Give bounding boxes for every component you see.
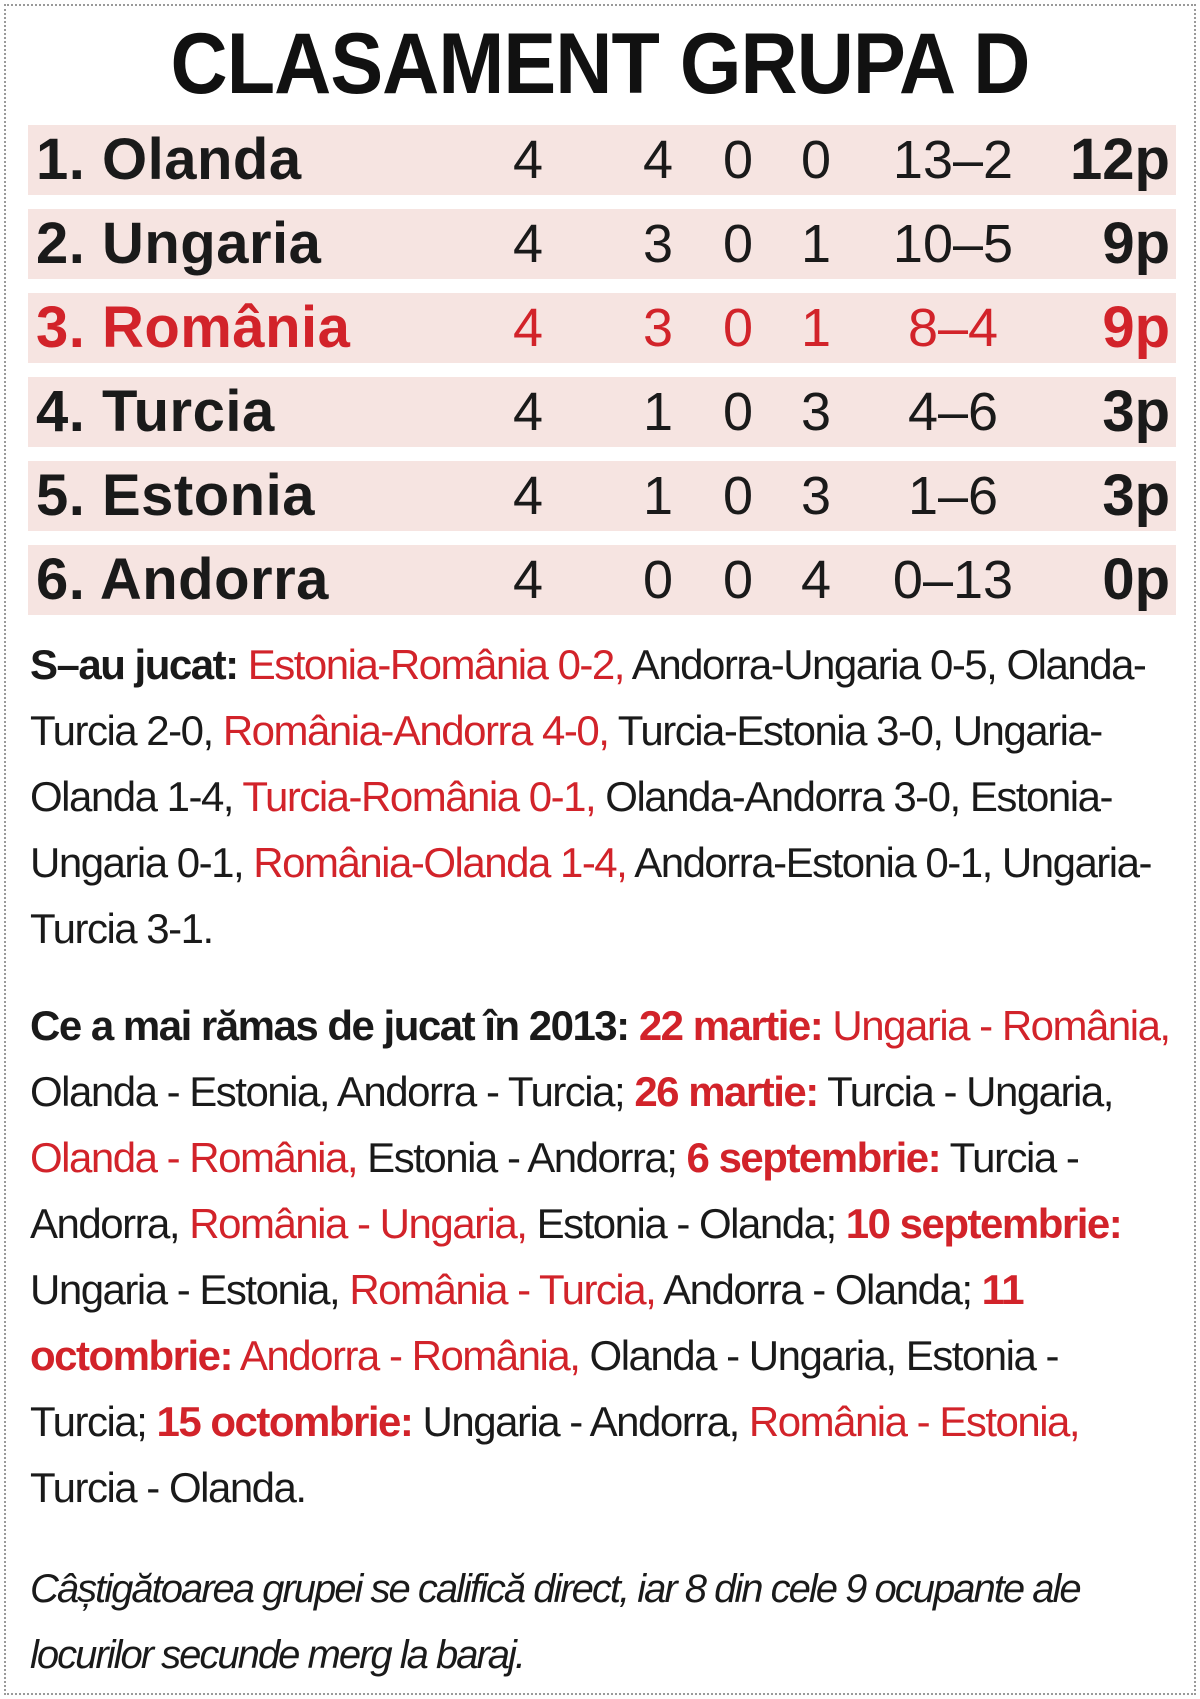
- remaining-segment: România - Estonia,: [738, 1398, 1080, 1445]
- team-name: 4. Turcia: [36, 379, 275, 444]
- points: 9p: [1102, 295, 1170, 360]
- remaining-segment: Andorra - România,: [232, 1332, 580, 1379]
- matches-played: 4: [512, 214, 544, 274]
- matches-played: 4: [512, 466, 544, 526]
- remaining-segment: 26 martie:: [624, 1068, 818, 1115]
- page-title: CLASAMENT GRUPA D: [170, 16, 1030, 112]
- played-segment: Andorra-Ungaria 0-5, Olanda-Turcia 2-0,: [30, 641, 1146, 754]
- played-segment: Estonia-România 0-2,: [237, 641, 624, 688]
- points: 12p: [1070, 127, 1170, 192]
- points: 3p: [1102, 379, 1170, 444]
- losses: 4: [800, 550, 832, 610]
- wins: 4: [642, 130, 674, 190]
- remaining-segment: Ungaria - Andorra,: [412, 1398, 739, 1445]
- draws: 0: [722, 298, 754, 358]
- losses: 3: [800, 382, 832, 442]
- remaining-fixtures-paragraph: [30, 993, 1175, 1521]
- played-segment: Turcia-România 0-1,: [232, 773, 596, 820]
- goal-difference: 8–4: [907, 298, 999, 358]
- remaining-segment: 6 septembrie:: [676, 1134, 941, 1181]
- remaining-segment: Estonia - Andorra;: [357, 1134, 677, 1181]
- team-name: 6. Andorra: [36, 547, 329, 612]
- remaining-segment: Andorra - Olanda;: [655, 1266, 972, 1313]
- matches-played: 4: [512, 550, 544, 610]
- losses: 3: [800, 466, 832, 526]
- remaining-segment: România - Turcia,: [339, 1266, 656, 1313]
- draws: 0: [722, 466, 754, 526]
- played-segment: Andorra-Estonia 0-1, Ungaria-Turcia 3-1.: [30, 839, 1151, 952]
- remaining-segment: Olanda - Ungaria, Estonia - Turcia;: [30, 1332, 1058, 1445]
- remaining-segment: Estonia - Olanda;: [526, 1200, 836, 1247]
- losses: 0: [800, 130, 832, 190]
- standings-row: [28, 125, 1176, 195]
- remaining-segment: 10 septembrie:: [835, 1200, 1122, 1247]
- team-name: 3. România: [36, 295, 351, 360]
- losses: 1: [800, 298, 832, 358]
- draws: 0: [722, 214, 754, 274]
- remaining-label: Ce a mai rămas de jucat în 2013:: [30, 1002, 629, 1049]
- matches-played: 4: [512, 130, 544, 190]
- points: 9p: [1102, 211, 1170, 276]
- remaining-segment: Ungaria - România,: [822, 1002, 1170, 1049]
- draws: 0: [722, 130, 754, 190]
- goal-difference: 4–6: [907, 382, 999, 442]
- draws: 0: [722, 550, 754, 610]
- played-label: S–au jucat:: [30, 641, 238, 688]
- remaining-segment: România - Ungaria,: [179, 1200, 527, 1247]
- remaining-segment: 11 octombrie:: [30, 1266, 1024, 1379]
- remaining-segment: Turcia - Olanda.: [30, 1464, 306, 1511]
- wins: 3: [642, 298, 674, 358]
- matches-played: 4: [512, 382, 544, 442]
- team-name: 5. Estonia: [36, 463, 315, 528]
- points: 0p: [1102, 547, 1170, 612]
- wins: 1: [642, 466, 674, 526]
- standings-row: [28, 461, 1176, 531]
- team-name: 1. Olanda: [36, 127, 302, 192]
- played-segment: România-Andorra 4-0,: [212, 707, 609, 754]
- goal-difference: 0–13: [892, 550, 1014, 610]
- played-segment: Turcia-Estonia 3-0, Ungaria-Olanda 1-4,: [30, 707, 1102, 820]
- remaining-segment: Turcia - Ungaria,: [817, 1068, 1113, 1115]
- wins: 3: [642, 214, 674, 274]
- goal-difference: 1–6: [907, 466, 999, 526]
- matches-played: 4: [512, 298, 544, 358]
- remaining-segment: 15 octombrie:: [146, 1398, 413, 1445]
- wins: 1: [642, 382, 674, 442]
- standings-row: [28, 209, 1176, 279]
- played-segment: România-Olanda 1-4,: [243, 839, 627, 886]
- played-segment: Olanda-Andorra 3-0, Estonia-Ungaria 0-1,: [30, 773, 1112, 886]
- losses: 1: [800, 214, 832, 274]
- remaining-segment: Olanda - Estonia, Andorra - Turcia;: [30, 1068, 625, 1115]
- wins: 0: [642, 550, 674, 610]
- goal-difference: 13–2: [892, 130, 1014, 190]
- remaining-segment: 22 martie:: [628, 1002, 823, 1049]
- standings-row: [28, 377, 1176, 447]
- standings-row: [28, 545, 1176, 615]
- points: 3p: [1102, 463, 1170, 528]
- remaining-segment: Turcia - Andorra,: [30, 1134, 1079, 1247]
- qualification-note: Câștigătoarea grupei se califică direct, iar 8 din cele 9 ocupante ale locurilor secunde merg la baraj.: [30, 1567, 1080, 1677]
- standings-row: [28, 293, 1176, 363]
- remaining-fixtures-list: [30, 1002, 1170, 1511]
- remaining-segment: Ungaria - Estonia,: [30, 1266, 340, 1313]
- played-matches-paragraph: [30, 632, 1175, 962]
- team-name: 2. Ungaria: [36, 211, 322, 276]
- remaining-segment: Olanda - România,: [30, 1134, 358, 1181]
- draws: 0: [722, 382, 754, 442]
- standings-table: [28, 125, 1176, 629]
- goal-difference: 10–5: [892, 214, 1014, 274]
